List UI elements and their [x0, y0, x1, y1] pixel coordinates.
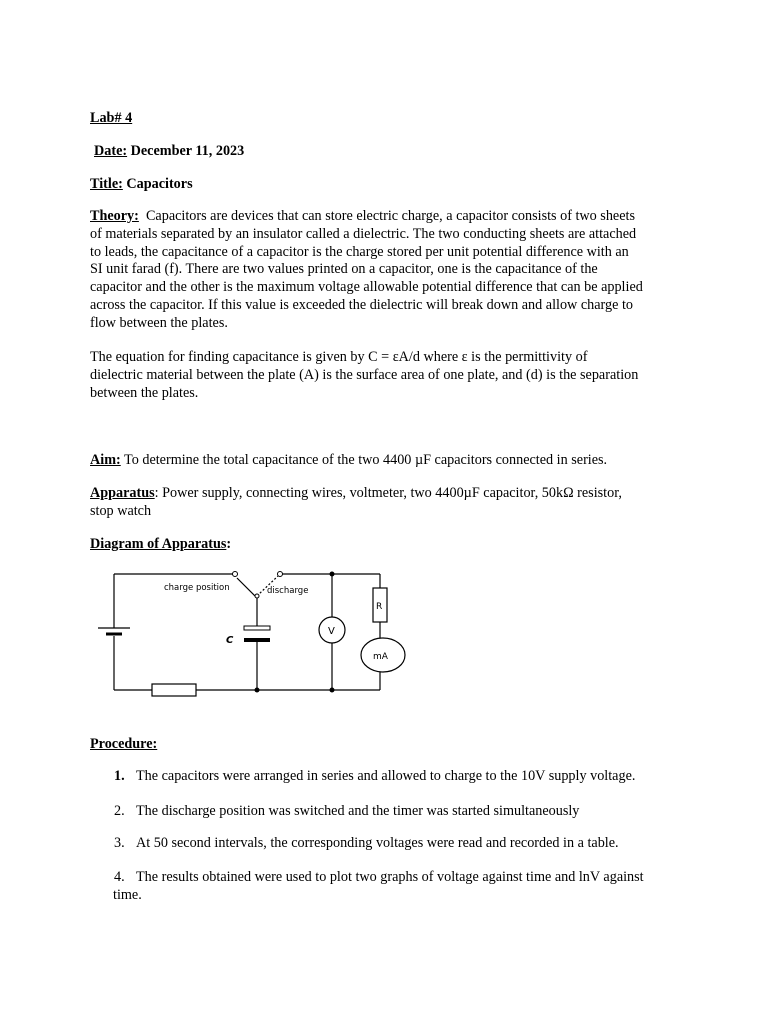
procedure-heading: Procedure:	[90, 736, 158, 752]
step-number: 1.	[114, 768, 125, 784]
date-value: December 11, 2023	[130, 143, 245, 159]
diagram-heading-colon: :	[226, 536, 232, 552]
voltmeter-label: V	[328, 626, 335, 637]
aim-text: To determine the total capacitance of the two 4400 µF capacitors connected in series.	[124, 452, 608, 468]
switch-pivot	[255, 594, 259, 598]
procedure-step	[114, 768, 694, 786]
equation-line: The equation for finding capacitance is given by C = εA/d where ε is the permittivity of	[90, 349, 588, 365]
theory-line: capacitor and the other is the maximum voltage allowable potential difference that can be applied	[90, 279, 643, 296]
theory-section	[90, 208, 690, 333]
diagram-heading-text: Diagram of Apparatus	[90, 536, 227, 552]
step-text: The discharge position was switched and the timer was started simultaneously	[136, 803, 580, 819]
theory-line: across the capacitor. If this value is exceeded the dielectric will break down and allow charge to	[90, 296, 633, 313]
date-row	[94, 143, 244, 161]
step-number: 2.	[114, 803, 125, 819]
date-label: Date:	[94, 143, 128, 159]
step-text: The results obtained were used to plot two graphs of voltage against time and lnV against	[136, 869, 644, 885]
junction-dot	[255, 688, 260, 693]
apparatus-section	[90, 485, 690, 521]
diagram-heading	[90, 536, 231, 554]
apparatus-text-cont: stop watch	[90, 502, 152, 519]
procedure-step	[114, 869, 694, 905]
apparatus-label: Apparatus	[90, 485, 155, 501]
lab-heading: Lab# 4	[90, 110, 133, 126]
discharge-label: discharge	[267, 586, 309, 596]
theory-line: to leads, the capacitance of a capacitor is the charge stored per unit potential difference with an	[90, 243, 629, 260]
switch-contact-charge	[233, 572, 238, 577]
step-text: The capacitors were arranged in series and allowed to charge to the 10V supply voltage.	[136, 768, 636, 784]
theory-line: flow between the plates.	[90, 314, 228, 331]
switch-contact-discharge	[278, 572, 283, 577]
theory-line: SI unit farad (f). There are two values printed on a capacitor, one is the capacitance of the	[90, 261, 598, 278]
procedure-step	[114, 803, 694, 821]
step-number: 3.	[114, 835, 125, 851]
step-text-cont: time.	[113, 886, 142, 903]
junction-dot	[330, 572, 335, 577]
step-number: 4.	[114, 869, 125, 885]
title-row	[90, 176, 193, 194]
theory-line: Capacitors are devices that can store electric charge, a capacitor consists of two sheets	[145, 208, 635, 224]
junction-dot	[330, 688, 335, 693]
charge-position-label: charge position	[164, 583, 230, 593]
capacitor-plate-top	[244, 626, 270, 630]
title-label: Title:	[90, 176, 123, 192]
theory-label: Theory:	[90, 208, 139, 224]
equation-paragraph	[90, 349, 690, 402]
ammeter-label: mA	[373, 652, 388, 662]
equation-line: between the plates.	[90, 384, 199, 401]
capacitor-label: C	[226, 635, 234, 646]
title-value: Capacitors	[126, 176, 193, 192]
apparatus-text: : Power supply, connecting wires, voltmeter, two 4400µF capacitor, 50kΩ resistor,	[154, 485, 622, 501]
step-text: At 50 second intervals, the corresponding voltages were read and recorded in a table.	[136, 835, 619, 851]
capacitor-plate-bottom	[244, 638, 270, 642]
procedure-step	[114, 835, 694, 853]
theory-line: of materials separated by an insulator called a dielectric. The two conducting sheets are attached	[90, 225, 637, 242]
aim-row	[90, 452, 690, 470]
circuit-diagram	[90, 566, 420, 701]
resistor-symbol	[152, 684, 196, 696]
resistor-label: R	[376, 602, 383, 612]
aim-label: Aim:	[90, 452, 121, 468]
equation-line: dielectric material between the plate (A) is the surface area of one plate, and (d) is the separation	[90, 366, 639, 383]
